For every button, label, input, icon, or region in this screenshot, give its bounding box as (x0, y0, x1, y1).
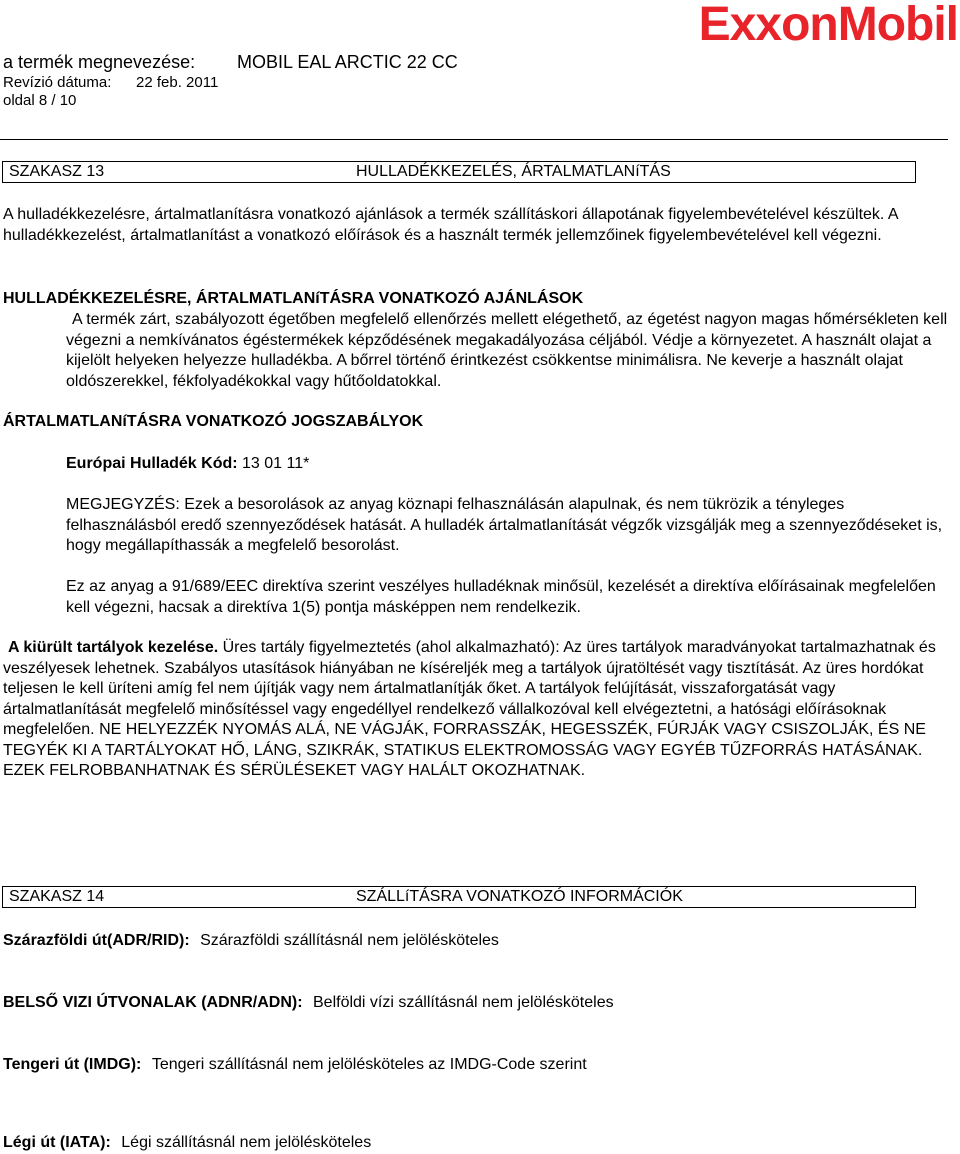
product-name: MOBIL EAL ARCTIC 22 CC (237, 52, 458, 72)
waste-code-label: Európai Hulladék Kód: (66, 455, 238, 472)
containers-label: A kiürült tartályok kezelése. (8, 639, 219, 656)
note-text: MEGJEGYZÉS: Ezek a besorolások az anyag köznapi felhasználásán alapulnak, és nem tükrözik a tényleges felhasználásból eredő szennyeződések hatását. A hulladék ártalmatlanítását végzők vizsgálják meg a szennyeződéseket is, hogy megállapíthassák a megfelelő besorolást. (66, 496, 943, 554)
inland-label: BELSŐ VIZI ÚTVONALAK (ADNR/ADN): (3, 994, 303, 1011)
transport-inland-water (3, 993, 614, 1014)
inland-value: Belföldi vízi szállításnál nem jelölésköteles (313, 994, 614, 1011)
section-13-number: SZAKASZ 13 (9, 163, 105, 180)
revision-line (3, 74, 303, 92)
header-divider (0, 139, 948, 140)
land-value: Szárazföldi szállításnál nem jelölésköteles (200, 932, 499, 949)
directive-text: Ez az anyag a 91/689/EEC direktíva szerint veszélyes hulladéknak minősül, kezelését a direktíva előírásainak megfelelően kell végezni, hacsak a direktíva 1(5) pontja másképpen nem rendelkezik. (66, 578, 936, 616)
recommendations-heading: HULLADÉKKEZELÉSRE, ÁRTALMATLANíTÁSRA VONATKOZÓ AJÁNLÁSOK (3, 290, 584, 307)
section-13-title: HULLADÉKKEZELÉS, ÁRTALMATLANíTÁS (356, 163, 671, 180)
section-13-header (2, 161, 916, 183)
transport-land (3, 931, 499, 952)
page-number: oldal 8 / 10 (3, 92, 77, 109)
containers-text: Üres tartály figyelmeztetés (ahol alkalmazható): Az üres tartályok maradványokat tartalmazhatnak és veszélyesek lehetnek. Szabályos utasítások hiányában ne kíséreljék meg a tartályok újratöltését vagy tisztítását. Az üres hordókat teljesen le kell üríteni amíg fel nem újítják vagy nem ártalmatlanítják őket. A tartályok felújítását, visszaforgatását vagy ártalmatlanítását megfelelő minősítéssel vagy engedéllyel rendelkező vállalkozóval kell elvégeztetni, a hatósági előírásoknak megfelelően. NE HELYEZZÉK NYOMÁS ALÁ, NE VÁGJÁK, FORRASSZÁK, HEGESSZÉK, FÚRJÁK VAGY CSISZOLJÁK, ÉS NE TEGYÉK KI A TARTÁLYOKAT HŐ, LÁNG, SZIKRÁK, STATIKUS ELEKTROMOSSÁG VAGY EGYÉB TŰZFORRÁS HATÁSÁNAK. EZEK FELROBBANHATNAK ÉS SÉRÜLÉSEKET VAGY HALÁLT OKOZHATNAK. (3, 639, 936, 779)
air-label: Légi út (IATA): (3, 1134, 111, 1151)
waste-code-value: 13 01 11* (242, 455, 310, 472)
revision-date: 22 feb. 2011 (136, 74, 219, 91)
transport-air (3, 1133, 371, 1154)
sea-value: Tengeri szállításnál nem jelölésköteles az IMDG-Code szerint (151, 1056, 587, 1073)
section-14-number: SZAKASZ 14 (9, 888, 105, 905)
sea-label: Tengeri út (IMDG): (3, 1056, 142, 1073)
recommendations-text: A termék zárt, szabályozott égetőben megfelelő ellenőrzés mellett elégethető, az égetést nagyon magas hőmérsékleten kell végezni a nemkívánatos égéstermékek képződésének megakadályozása céljából. Védje a környezetet. A használt olajat a kijelölt helyeken helyezze hulladékba. A bőrrel történő érintkezést csökkentse minimálisra. Ne keverje a használt olajat oldószerekkel, fékfolyadékokkal vagy hűtőoldatokkal. (66, 311, 948, 390)
exxonmobil-logo: ExxonMobil (698, 0, 958, 51)
regulations-heading: ÁRTALMATLANíTÁSRA VONATKOZÓ JOGSZABÁLYOK (3, 413, 424, 430)
section-14-title: SZÁLLíTÁSRA VONATKOZÓ INFORMÁCIÓK (356, 888, 683, 905)
section-14-header (2, 886, 916, 908)
air-value: Légi szállításnál nem jelölésköteles (121, 1134, 372, 1151)
section-13-intro: A hulladékkezelésre, ártalmatlanításra vonatkozó ajánlások a termék szállításkori állapotának figyelembevételével készültek. A hulladékkezelést, ártalmatlanítást a vonatkozó előírások és a használt termék jellemzőinek figyelembevételével kell végezni. (3, 206, 898, 244)
land-label: Szárazföldi út(ADR/RID): (3, 932, 190, 949)
revision-label: Revízió dátuma: (3, 74, 112, 91)
waste-code (66, 454, 309, 475)
transport-sea (3, 1055, 587, 1076)
product-line (3, 51, 458, 73)
product-label: a termék megnevezése: (3, 52, 196, 72)
containers-paragraph (3, 638, 958, 782)
